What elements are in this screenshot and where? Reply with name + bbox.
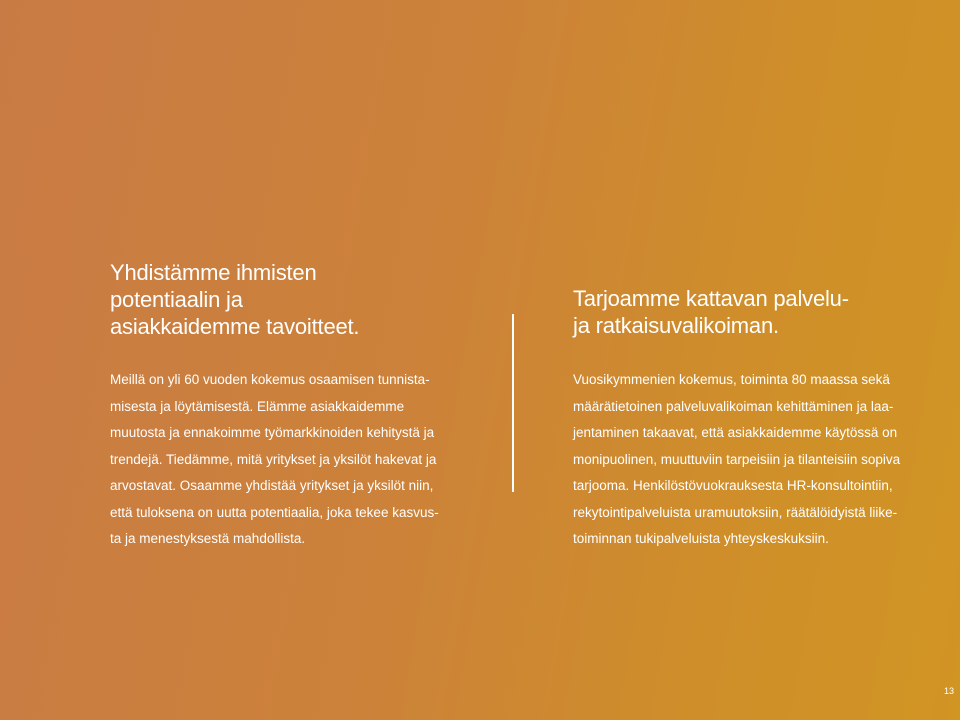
right-paragraph-line: Vuosikymmenien kokemus, toiminta 80 maassa sekä bbox=[573, 372, 890, 387]
left-paragraph-line: muutosta ja ennakoimme työmarkkinoiden kehitystä ja bbox=[110, 425, 435, 440]
left-heading-line: asiakkaidemme tavoitteet. bbox=[110, 314, 360, 339]
right-paragraph-line: määrätietoinen palveluvalikoiman kehittäminen ja laa- bbox=[573, 398, 894, 414]
right-paragraph-line: tarjooma. Henkilöstövuokrauksesta HR-konsultointiin, bbox=[573, 478, 893, 493]
left-paragraph bbox=[110, 367, 439, 553]
left-paragraph-line: arvostavat. Osaamme yhdistää yritykset ja yksilöt niin, bbox=[110, 478, 434, 493]
left-heading-line: Yhdistämme ihmisten bbox=[110, 260, 317, 285]
left-paragraph-line: misesta ja löytämisestä. Elämme asiakkaidemme bbox=[110, 398, 405, 414]
column-divider bbox=[512, 314, 514, 492]
right-paragraph bbox=[573, 367, 900, 553]
right-column bbox=[573, 285, 933, 546]
page-number: 13 bbox=[943, 686, 954, 696]
left-column bbox=[110, 259, 470, 546]
right-heading bbox=[573, 285, 933, 339]
right-paragraph-line: toiminnan tukipalveluista yhteyskeskuksiin. bbox=[573, 531, 829, 546]
right-heading-line: ja ratkaisuvalikoiman. bbox=[573, 313, 779, 338]
left-paragraph-line: Meillä on yli 60 vuoden kokemus osaamisen tunnista- bbox=[110, 372, 430, 387]
left-paragraph-line: että tuloksena on uutta potentiaalia, joka tekee kasvus- bbox=[110, 504, 439, 520]
left-paragraph-line: ta ja menestyksestä mahdollista. bbox=[110, 531, 306, 546]
left-heading-line: potentiaalin ja bbox=[110, 287, 243, 312]
right-paragraph-line: monipuolinen, muuttuviin tarpeisiin ja tilanteisiin sopiva bbox=[573, 451, 901, 467]
right-heading-line: Tarjoamme kattavan palvelu- bbox=[573, 286, 849, 311]
right-paragraph-line: jentaminen takaavat, että asiakkaidemme käytössä on bbox=[573, 425, 898, 440]
left-heading bbox=[110, 259, 470, 340]
left-paragraph-line: trendejä. Tiedämme, mitä yritykset ja yksilöt hakevat ja bbox=[110, 451, 437, 467]
right-paragraph-line: rekytointipalveluista uramuutoksiin, räätälöidyistä liike- bbox=[573, 504, 898, 520]
